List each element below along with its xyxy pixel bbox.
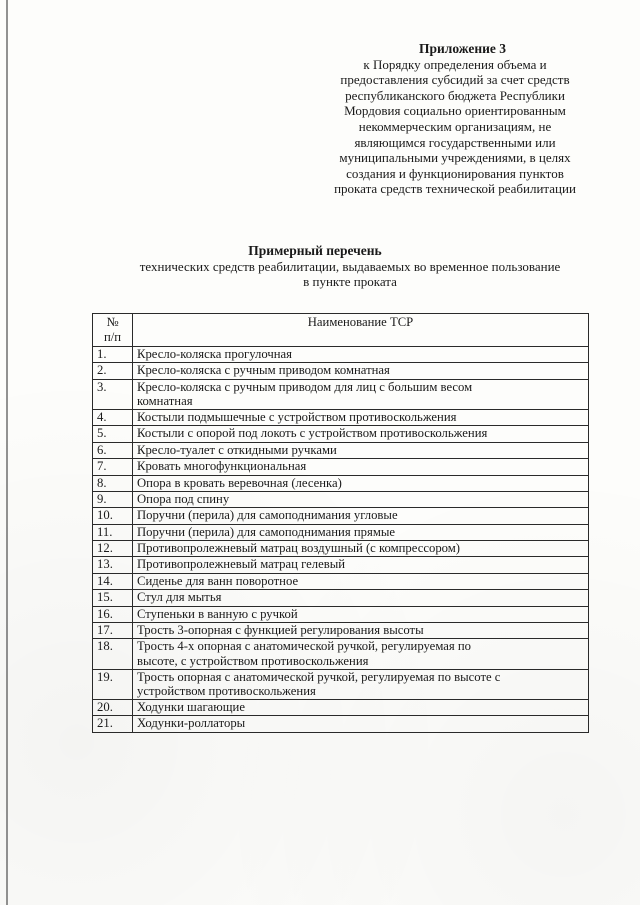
row-number: 18.: [93, 639, 133, 669]
table-row: [93, 363, 589, 379]
appendix-line: к Порядку определения объема и: [363, 56, 547, 72]
row-number: 12.: [93, 541, 133, 557]
table-row: [93, 557, 589, 573]
row-name: Опора под спину: [133, 491, 589, 507]
row-name: Противопролежневый матрац воздушный (с компрессором): [133, 541, 589, 557]
table-header-row: [93, 314, 589, 347]
column-header-number: № п/п: [93, 314, 133, 347]
row-number: 1.: [93, 347, 133, 363]
scan-edge-line: [6, 0, 8, 905]
table-row: [93, 716, 589, 732]
table-row: [93, 475, 589, 491]
row-name: Сиденье для ванн поворотное: [133, 573, 589, 589]
table-row: [93, 524, 589, 540]
appendix-line: предоставления субсидий за счет средств: [340, 72, 570, 88]
column-header-name: Наименование ТСР: [133, 314, 589, 347]
table-row: [93, 699, 589, 715]
row-name: Стул для мытья: [133, 590, 589, 606]
row-number: 6.: [93, 442, 133, 458]
row-name: Ходунки шагающие: [133, 699, 589, 715]
row-name: Кресло-коляска с ручным приводом комнатная: [133, 363, 589, 379]
table-row: [93, 606, 589, 622]
list-heading: [90, 243, 610, 290]
list-subtitle: технических средств реабилитации, выдаваемых во временное пользование: [139, 258, 561, 274]
row-number: 17.: [93, 623, 133, 639]
row-name: Кресло-коляска прогулочная: [133, 347, 589, 363]
row-name: Кровать многофункциональная: [133, 459, 589, 475]
row-name: Ступеньки в ванную с ручкой: [133, 606, 589, 622]
row-name: Трость 4-х опорная с анатомической ручкой, регулируемая по высоте, с устройством противоскольжения: [133, 639, 589, 669]
appendix-line: создания и функционирования пунктов: [346, 165, 564, 181]
row-number: 3.: [93, 379, 133, 409]
appendix-line: являющимся государственными или: [354, 134, 556, 150]
row-number: 7.: [93, 459, 133, 475]
row-name: Костыли подмышечные с устройством противоскольжения: [133, 409, 589, 425]
table-row: [93, 459, 589, 475]
list-title: Примерный перечень: [248, 243, 382, 258]
appendix-line: некоммерческим организациям, не: [358, 118, 552, 134]
table-row: [93, 442, 589, 458]
row-number: 19.: [93, 669, 133, 699]
row-name: Ходунки-роллаторы: [133, 716, 589, 732]
row-number: 20.: [93, 699, 133, 715]
appendix-title: Приложение 3: [418, 41, 507, 56]
row-number: 5.: [93, 426, 133, 442]
row-number: 8.: [93, 475, 133, 491]
row-name: Кресло-коляска с ручным приводом для лиц с большим весом комнатная: [133, 379, 589, 409]
table-row: [93, 541, 589, 557]
row-name: Опора в кровать веревочная (лесенка): [133, 475, 589, 491]
row-name: Кресло-туалет с откидными ручками: [133, 442, 589, 458]
appendix-line: проката средств технической реабилитации: [334, 181, 576, 197]
table-row: [93, 508, 589, 524]
table-row: [93, 347, 589, 363]
table-row: [93, 409, 589, 425]
row-name: Трость опорная с анатомической ручкой, регулируемая по высоте с устройством противоскольжения: [133, 669, 589, 699]
table-row: [93, 573, 589, 589]
row-name: Костыли с опорой под локоть с устройством противоскольжения: [133, 426, 589, 442]
row-name: Противопролежневый матрац гелевый: [133, 557, 589, 573]
appendix-block: [300, 41, 610, 197]
row-number: 10.: [93, 508, 133, 524]
list-subtitle-2: в пункте проката: [303, 274, 397, 289]
tsr-table: [92, 313, 589, 733]
table-row: [93, 590, 589, 606]
table-row: [93, 379, 589, 409]
row-number: 4.: [93, 409, 133, 425]
appendix-line: республиканского бюджета Республики: [345, 87, 565, 103]
row-number: 9.: [93, 491, 133, 507]
row-number: 16.: [93, 606, 133, 622]
row-number: 14.: [93, 573, 133, 589]
row-number: 11.: [93, 524, 133, 540]
table-row: [93, 623, 589, 639]
table-row: [93, 491, 589, 507]
row-name: Трость 3-опорная с функцией регулирования высоты: [133, 623, 589, 639]
table-row: [93, 669, 589, 699]
row-number: 2.: [93, 363, 133, 379]
row-name: Поручни (перила) для самоподнимания угловые: [133, 508, 589, 524]
row-number: 13.: [93, 557, 133, 573]
table-row: [93, 639, 589, 669]
row-number: 15.: [93, 590, 133, 606]
row-name: Поручни (перила) для самоподнимания прямые: [133, 524, 589, 540]
table-row: [93, 426, 589, 442]
appendix-line: муниципальными учреждениями, в целях: [339, 150, 571, 166]
appendix-line: Мордовия социально ориентированным: [344, 103, 566, 119]
row-number: 21.: [93, 716, 133, 732]
